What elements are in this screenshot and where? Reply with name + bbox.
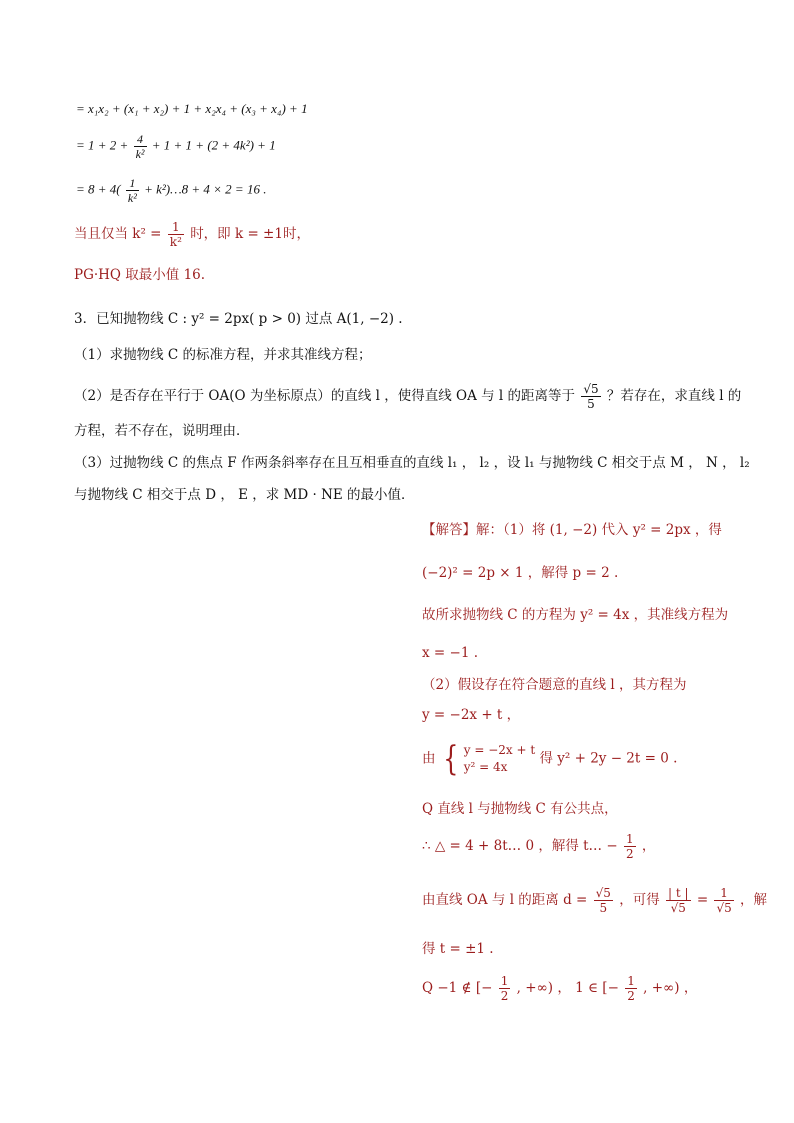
fraction-numerator: 1 <box>168 220 184 235</box>
fraction <box>624 832 636 861</box>
solution-line-7 <box>422 739 678 779</box>
solution-text: 由 <box>422 750 436 767</box>
solution-text: ，可得 <box>619 892 660 908</box>
question-1: （1）求抛物线 C 的标准方程，并求其准线方程； <box>74 347 372 363</box>
fraction-numerator: 1 <box>126 176 139 191</box>
fraction <box>126 176 139 205</box>
fraction-numerator: 1 <box>714 886 733 901</box>
fraction-denominator: 5 <box>599 901 608 915</box>
fraction <box>168 220 184 249</box>
fraction <box>625 974 637 1003</box>
derivation-text: = 8 + 4( <box>76 181 121 197</box>
left-brace: { <box>443 739 459 779</box>
condition-text: 时，即 k = ±1时， <box>190 226 310 242</box>
solution-text: = <box>696 892 709 908</box>
system-row-2: y² = 4x <box>463 760 508 774</box>
fraction <box>499 974 511 1003</box>
solution-line-12 <box>422 974 697 1003</box>
solution-text: ∴ △ = 4 + 8t… 0 ，解得 t… − <box>422 838 618 854</box>
minimum-conclusion: PG·HQ 取最小值 16. <box>74 267 206 283</box>
fraction <box>666 886 691 915</box>
fraction <box>714 886 733 915</box>
fraction-numerator: √5 <box>595 886 611 900</box>
fraction-numerator: 1 <box>500 974 509 988</box>
fraction-denominator: 2 <box>625 847 634 861</box>
fraction-numerator: 4 <box>134 132 147 147</box>
derivation-text: + k²)…8 + 4 × 2 = 16 . <box>144 181 267 197</box>
solution-text: , +∞) ， <box>643 980 698 996</box>
fraction-denominator: √5 <box>670 901 686 915</box>
solution-text: 得 y² + 2y − 2t = 0 . <box>539 750 678 767</box>
condition-text: 当且仅当 k² = <box>74 226 162 242</box>
problem-statement: 3．已知抛物线 C : y² = 2px( p > 0) 过点 A(1, −2) . <box>74 311 403 327</box>
solution-text: 由直线 OA 与 l 的距离 d = <box>422 892 588 908</box>
question-3: （3）过抛物线 C 的焦点 F 作两条斜率存在且互相垂直的直线 l₁ ， l₂ ，设 l₁ 与抛物线 C 相交于点 M ， N ， l₂ <box>74 455 750 471</box>
solution-line-6: y = −2x + t ， <box>422 707 521 723</box>
derivation-text: + 1 + 1 + (2 + 4k²) + 1 <box>151 137 276 153</box>
fraction <box>594 886 613 915</box>
fraction <box>581 382 600 411</box>
solution-line-4: x = −1 . <box>422 645 478 661</box>
fraction-denominator: √5 <box>716 901 732 915</box>
derivation-text: = 1 + 2 + <box>76 137 129 153</box>
question-3-continued: 与抛物线 C 相交于点 D ， E ，求 MD · NE 的最小值． <box>74 487 415 503</box>
fraction <box>134 132 147 161</box>
solution-text: ， <box>641 838 656 854</box>
solution-line-11: 得 t = ±1 . <box>422 941 494 957</box>
solution-line-5: （2）假设存在符合题意的直线 l ，其方程为 <box>422 677 687 693</box>
derivation-line-1: = x₁x₂ + (x₁ + x₂) + 1 + x₂x₄ + (x₃ + x₄) + 1 <box>76 101 308 116</box>
fraction-numerator: 1 <box>627 974 635 988</box>
derivation-line-3 <box>76 176 266 205</box>
question-text: ？若存在，求直线 l 的 <box>606 388 742 404</box>
solution-line-3: 故所求抛物线 C 的方程为 y² = 4x ，其准线方程为 <box>422 607 729 623</box>
fraction-numerator: 1 <box>625 832 634 846</box>
solution-line-8: Q 直线 l 与抛物线 C 有公共点， <box>422 801 618 817</box>
question-2-continued: 方程，若不存在，说明理由． <box>74 423 250 439</box>
fraction-denominator: 5 <box>587 397 595 411</box>
question-text: （2）是否存在平行于 OA(O 为坐标原点）的直线 l ，使得直线 OA 与 l 的距离等于 <box>74 388 576 404</box>
fraction-numerator: √5 <box>583 382 599 396</box>
fraction-denominator: k² <box>135 147 145 161</box>
system-row-1: y = −2x + t <box>463 743 536 757</box>
solution-text: Q −1 ∉ [− <box>422 980 493 996</box>
solution-text: , +∞) ， 1 ∈ [− <box>516 980 619 996</box>
solution-line-2: (−2)² = 2p × 1 ，解得 p = 2 . <box>422 565 619 581</box>
equation-system <box>464 742 535 776</box>
derivation-line-2 <box>76 132 276 161</box>
solution-line-1: 【解答】解：（1）将 (1, −2) 代入 y² = 2px ，得 <box>422 522 722 538</box>
solution-line-10 <box>422 886 767 915</box>
question-2 <box>74 382 741 411</box>
fraction-numerator: | t | <box>668 886 689 900</box>
fraction-denominator: k² <box>169 235 182 249</box>
fraction-denominator: 2 <box>627 989 635 1003</box>
fraction-denominator: 2 <box>500 989 509 1003</box>
solution-text: ，解 <box>740 892 768 908</box>
equality-condition <box>74 220 310 249</box>
solution-line-9 <box>422 832 655 861</box>
fraction-denominator: k² <box>127 191 137 205</box>
